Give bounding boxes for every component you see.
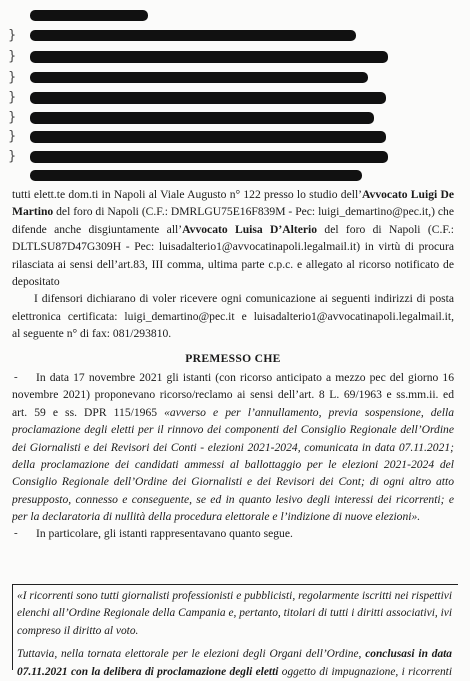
bullet-item	[12, 369, 454, 526]
paragraph-line	[12, 221, 454, 238]
bullet-item	[12, 525, 454, 542]
brace-mark: }	[8, 70, 17, 85]
redaction-bar	[30, 72, 368, 83]
brace-mark: }	[8, 149, 17, 164]
text-span: Tuttavia, nella tornata elettorale per le elezioni degli Organi dell’Ordine,	[17, 648, 366, 661]
paragraph-line: rilasciata ai sensi dell’art.83, III comma, ultima parte c.p.c. e allegato al ricorso notificato de	[12, 257, 454, 271]
text-span: del foro di Napoli (C.F.: DMRLGU75E16F839M - Pec: luigi_demartino@pec.it,) che	[56, 205, 454, 219]
paragraph-line: per la declaratoria di nullità della procedura elettorale e l’indizione di nuove elezioni».	[12, 510, 421, 524]
text-span: difende anche disgiuntamente all’	[12, 222, 183, 236]
paragraph-line: depositato	[12, 274, 60, 288]
paragraph-line: Consiglio Regionale dell’Ordine dei Giornalisti e dei Revisori dei Cont; di ogni altro atto	[12, 475, 454, 489]
quote-line	[17, 664, 452, 681]
redaction-bar	[30, 51, 388, 63]
emphasis-text: 07.11.2021 con la delibera di proclamazione degli eletti	[17, 665, 279, 678]
brace-mark: }	[8, 110, 17, 125]
paragraph-line	[12, 203, 454, 220]
paragraph-line: al seguente n° di fax: 081/293810.	[12, 327, 172, 341]
redaction-bar	[30, 170, 362, 181]
brace-mark: }	[8, 28, 17, 43]
paragraph-line: In particolare, gli istanti rappresentavano quanto segue.	[36, 527, 293, 541]
quote-excerpt	[12, 584, 458, 678]
paragraph-line: presupposto, connesso e conseguente, se ed in quanto lesivo degli interessi dei ricorrenti; e	[12, 492, 454, 506]
quote-line: elenchi all’Ordine Regionale della Campania e, pertanto, titolari di tutti i diritti associativi, ivi	[17, 607, 452, 620]
section-heading: PREMESSO CHE	[185, 351, 281, 365]
document-body	[12, 186, 454, 543]
quote-line	[17, 646, 452, 663]
quote-line: «I ricorrenti sono tutti giornalisti professionisti e pubblicisti, regolarmente iscritti nei rispettivi	[17, 590, 452, 602]
quoted-text: «avverso e per l’annullamento, previa sospensione, della	[164, 405, 454, 419]
text-span: del foro di Napoli (C.F.:	[317, 222, 454, 236]
lawyer-name: Avvocato Luisa D’Alterio	[182, 222, 318, 236]
text-span: oggetto di impugnazione, i ricorrenti	[278, 665, 452, 678]
brace-mark: }	[8, 90, 17, 105]
paragraph-line: elettronica certificata: luigi_demartino@pec.it e luisadalterio1@avvocatinapoli.legalmail.it,	[12, 309, 454, 323]
paragraph-line: I difensori dichiarano di voler ricevere ogni comunicazione ai seguenti indirizzi di posta	[34, 292, 454, 306]
paragraph-line: In data 17 novembre 2021 gli istanti (con ricorso anticipato a mezzo pec del giorno 16	[36, 370, 454, 384]
bullet-dash: -	[14, 527, 18, 540]
redaction-bar	[30, 112, 374, 124]
paragraph-line: novembre 2021) proponevano ricorso/reclamo ai sensi dell’art. 8 L. 69/1963 e ss.mm.ii. ed	[12, 388, 454, 402]
redaction-bar	[30, 131, 386, 143]
redaction-bar	[30, 30, 356, 41]
emphasis-text: conclusasi in data	[365, 648, 452, 661]
text-span: art. 59 e ss. DPR 115/1965	[12, 405, 165, 419]
redaction-bar	[30, 10, 148, 21]
paragraph-line: dei Giornalisti e dei Revisori dei Conti - elezioni 2021-2024, comunicata in data 07.11.2021;	[12, 440, 454, 454]
brace-mark: }	[8, 129, 17, 144]
paragraph-line: proclamazione degli eletti per il rinnovo dei componenti del Consiglio Regionale dell’Ordine	[12, 423, 454, 437]
paragraph-line: DLTLSU87D47G309H - Pec: luisadalterio1@avvocatinapoli.legalmail.it) in virtù di procura	[12, 240, 454, 254]
lawyer-name: Martino	[12, 205, 54, 219]
redaction-bar	[30, 92, 386, 104]
text-span: tutti elett.te dom.ti in Napoli al Viale Augusto n° 122 presso lo studio dell’	[12, 188, 363, 201]
paragraph-line	[12, 186, 454, 203]
lawyer-name: Avvocato Luigi De	[362, 188, 454, 201]
paragraph-line	[12, 404, 454, 421]
bullet-dash: -	[14, 370, 18, 383]
paragraph-line: della proclamazione dei candidati ammessi al ballottaggio per le elezioni 2021-2024 del	[12, 457, 454, 471]
brace-mark: }	[8, 49, 17, 64]
quote-line: compreso il diritto al voto.	[17, 624, 139, 637]
redaction-bar	[30, 151, 388, 163]
